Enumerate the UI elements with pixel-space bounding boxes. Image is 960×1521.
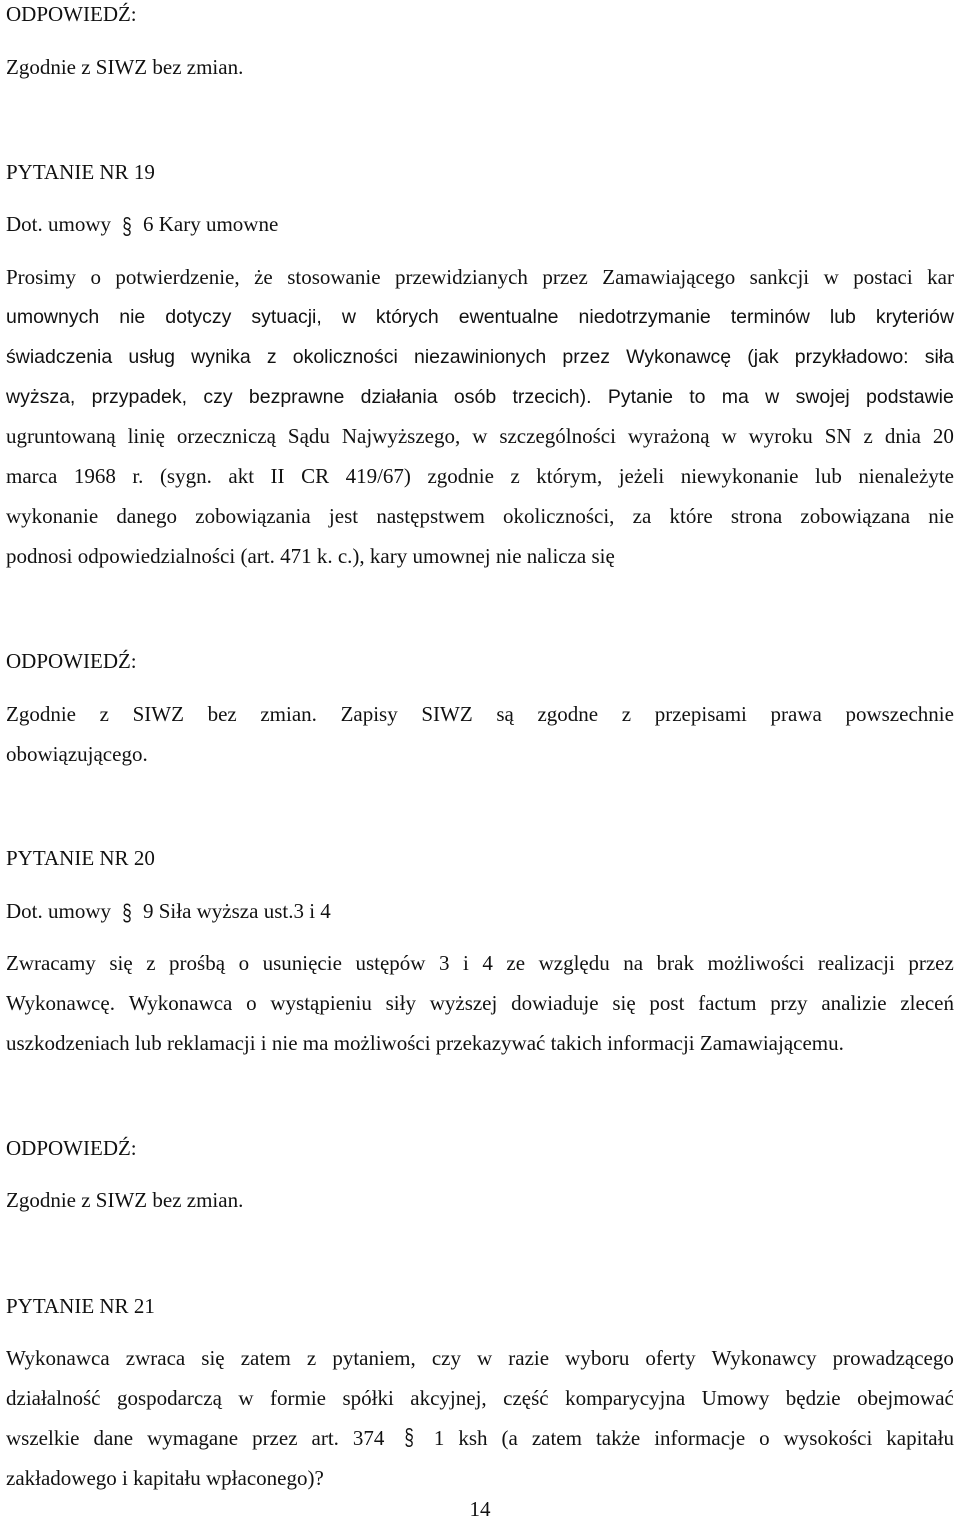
text-line: ODPOWIEDŹ: xyxy=(6,649,137,673)
text-line: Wykonawcę. Wykonawca o wystąpieniu siły wyższej dowiaduje się post factum przy analizie zleceń xyxy=(6,991,954,1015)
text-line: wykonanie danego zobowiązania jest następstwem okoliczności, za które strona zobowiązana nie xyxy=(6,504,954,528)
text-line: działalność gospodarczą w formie spółki akcyjnej, część komparycyjna Umowy będzie obejmować xyxy=(6,1386,954,1410)
text-line: Dot. umowy § 9 Siła wyższa ust.3 i 4 xyxy=(6,899,331,927)
text-line: uszkodzeniach lub reklamacji i nie ma możliwości przekazywać takich informacji Zamawiającemu. xyxy=(6,1031,844,1055)
text-line: obowiązującego. xyxy=(6,742,148,766)
text-line: Zgodnie z SIWZ bez zmian. xyxy=(6,55,244,79)
text-line: umownych nie dotyczy sytuacji, w których ewentualne niedotrzymanie terminów lub kryteriów xyxy=(6,306,954,328)
text-line: ODPOWIEDŹ: xyxy=(6,2,137,26)
text-line: wszelkie dane wymagane przez art. 374 § 1 ksh (a zatem także informacje o wysokości kapitału xyxy=(6,1424,954,1451)
text-line: PYTANIE NR 20 xyxy=(6,846,155,870)
text-line: Prosimy o potwierdzenie, że stosowanie przewidzianych przez Zamawiającego sankcji w postaci kar xyxy=(6,265,954,289)
text-line: PYTANIE NR 21 xyxy=(6,1294,155,1318)
text-line: wyższa, przypadek, czy bezprawne działania osób trzecich). Pytanie to ma w swojej podstawie xyxy=(6,386,954,408)
page-number: 14 xyxy=(469,1497,491,1521)
text-line: marca 1968 r. (sygn. akt II CR 419/67) zgodnie z którym, jeżeli niewykonanie lub nienależyte xyxy=(6,464,954,488)
text-line: Zwracamy się z prośbą o usunięcie ustępów 3 i 4 ze względu na brak możliwości realizacji przez xyxy=(6,951,954,975)
text-line: ugruntowaną linię orzeczniczą Sądu Najwyższego, w szczególności wyrażoną w wyroku SN z dnia 20 xyxy=(6,424,954,448)
text-line: świadczenia usług wynika z okoliczności niezawinionych przez Wykonawcę (jak przykładowo: siła xyxy=(6,346,954,368)
text-line: zakładowego i kapitału wpłaconego)? xyxy=(6,1466,324,1490)
text-line: podnosi odpowiedzialności (art. 471 k. c.), kary umownej nie nalicza się xyxy=(6,544,615,568)
text-line: ODPOWIEDŹ: xyxy=(6,1136,137,1160)
text-line: Wykonawca zwraca się zatem z pytaniem, czy w razie wyboru oferty Wykonawcy prowadzącego xyxy=(6,1346,954,1370)
text-line: PYTANIE NR 19 xyxy=(6,160,155,184)
text-line: Zgodnie z SIWZ bez zmian. xyxy=(6,1188,244,1212)
text-line: Zgodnie z SIWZ bez zmian. Zapisy SIWZ są zgodne z przepisami prawa powszechnie xyxy=(6,702,954,726)
text-line: Dot. umowy § 6 Kary umowne xyxy=(6,212,279,240)
